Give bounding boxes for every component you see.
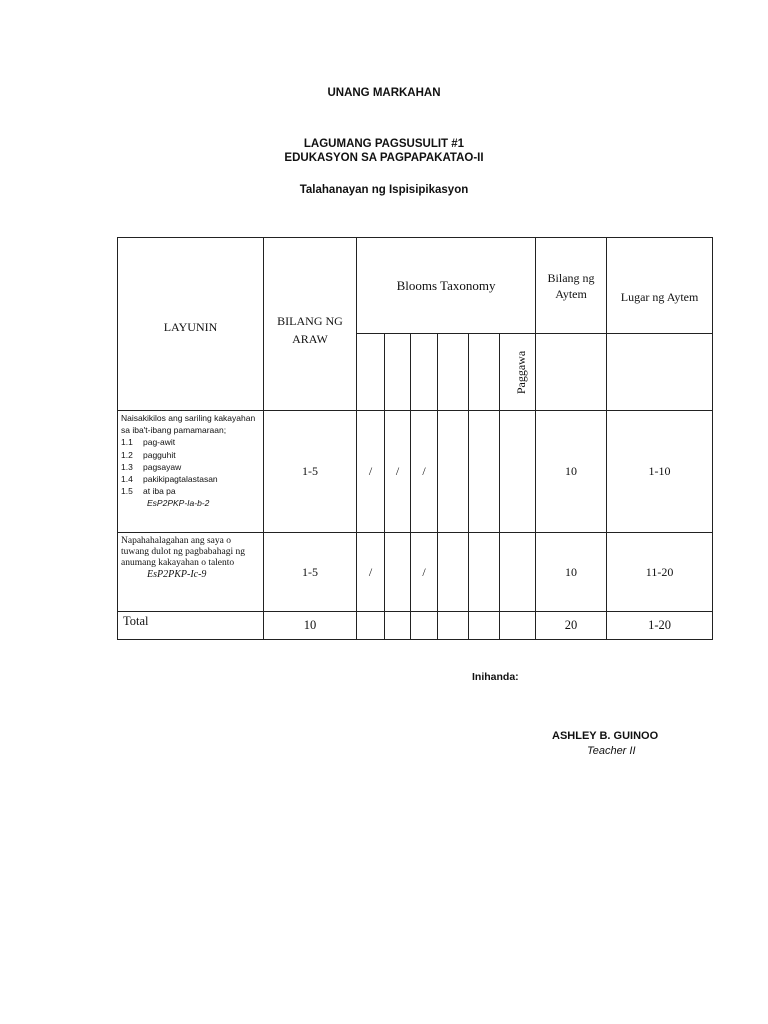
test-title: LAGUMANG PAGSUSULIT #1: [303, 138, 465, 150]
item-place-2: 11-20: [607, 533, 713, 612]
prepared-by-label: Inihanda:: [472, 671, 519, 683]
mark-1-4: [438, 411, 469, 533]
blooms-taxonomy-header: Blooms Taxonomy: [357, 238, 536, 334]
mark-2-1: /: [357, 533, 385, 612]
mark-1-5: [469, 411, 500, 533]
specification-table: [117, 237, 713, 640]
bilang-araw-header: BILANG NG ARAW: [264, 238, 357, 411]
mark-2-5: [469, 533, 500, 612]
table-row: [118, 411, 713, 533]
paggawa-label: Paggawa: [514, 350, 529, 395]
bilang-aytem-header: Bilang ng Aytem: [536, 238, 607, 334]
blooms-col-3: [411, 334, 438, 411]
mark-1-3: /: [411, 411, 438, 533]
num-items-1: 10: [536, 411, 607, 533]
total-blank-2: [385, 612, 411, 640]
objective-1-text: Naisakikilos ang sariling kakayahan sa iba't-ibang pamamaraan;: [121, 413, 256, 436]
mark-2-2: [385, 533, 411, 612]
mark-1-1: /: [357, 411, 385, 533]
total-days: 10: [264, 612, 357, 640]
mark-1-2: /: [385, 411, 411, 533]
mark-2-6: [500, 533, 536, 612]
total-blank-6: [500, 612, 536, 640]
days-1: 1-5: [264, 411, 357, 533]
layunin-header: LAYUNIN: [118, 238, 264, 411]
competency-code-1: EsP2PKP-Ia-b-2: [147, 498, 210, 509]
total-row: [118, 612, 713, 640]
subject-title: EDUKASYON SA PAGPAPAKATAO-II: [284, 152, 484, 164]
mark-1-6: [500, 411, 536, 533]
total-blank-4: [438, 612, 469, 640]
objective-2: [118, 533, 264, 612]
total-label: Total: [118, 612, 264, 640]
num-items-2: 10: [536, 533, 607, 612]
table-row: [118, 533, 713, 612]
total-blank-5: [469, 612, 500, 640]
total-blank-1: [357, 612, 385, 640]
blooms-col-1: [357, 334, 385, 411]
total-item-place: 1-20: [607, 612, 713, 640]
blooms-col-2: [385, 334, 411, 411]
preparer-position: Teacher II: [587, 745, 636, 757]
item-place-1: 1-10: [607, 411, 713, 533]
blooms-col-5: [469, 334, 500, 411]
preparer-name: ASHLEY B. GUINOO: [552, 730, 659, 742]
quarter-title: UNANG MARKAHAN: [327, 87, 441, 99]
objective-1: Naisakikilos ang sariling kakayahan sa iba't-ibang pamamaraan; 1.1 pag-awit 1.2 pagguhit 1.3 pagsayaw 1.4 pakikipagtalastasan 1.5 at iba pa EsP2PKP-Ia-b-2: [118, 411, 264, 533]
days-2: 1-5: [264, 533, 357, 612]
blooms-col-4: [438, 334, 469, 411]
table-title: Talahanayan ng Ispisipikasyon: [299, 184, 469, 196]
total-num-items: 20: [536, 612, 607, 640]
bilang-aytem-sub: [536, 334, 607, 411]
blooms-col-paggawa: [500, 334, 536, 411]
objective-2-text: Napahahalagahan ang saya o tuwang dulot ng pagbabahagi ng anumang kakayahan o talento: [121, 536, 246, 568]
lugar-aytem-sub: [607, 334, 713, 411]
mark-2-4: [438, 533, 469, 612]
lugar-aytem-header: Lugar ng Aytem: [607, 238, 713, 334]
total-blank-3: [411, 612, 438, 640]
competency-code-2: EsP2PKP-Ic-9: [147, 569, 207, 580]
mark-2-3: /: [411, 533, 438, 612]
